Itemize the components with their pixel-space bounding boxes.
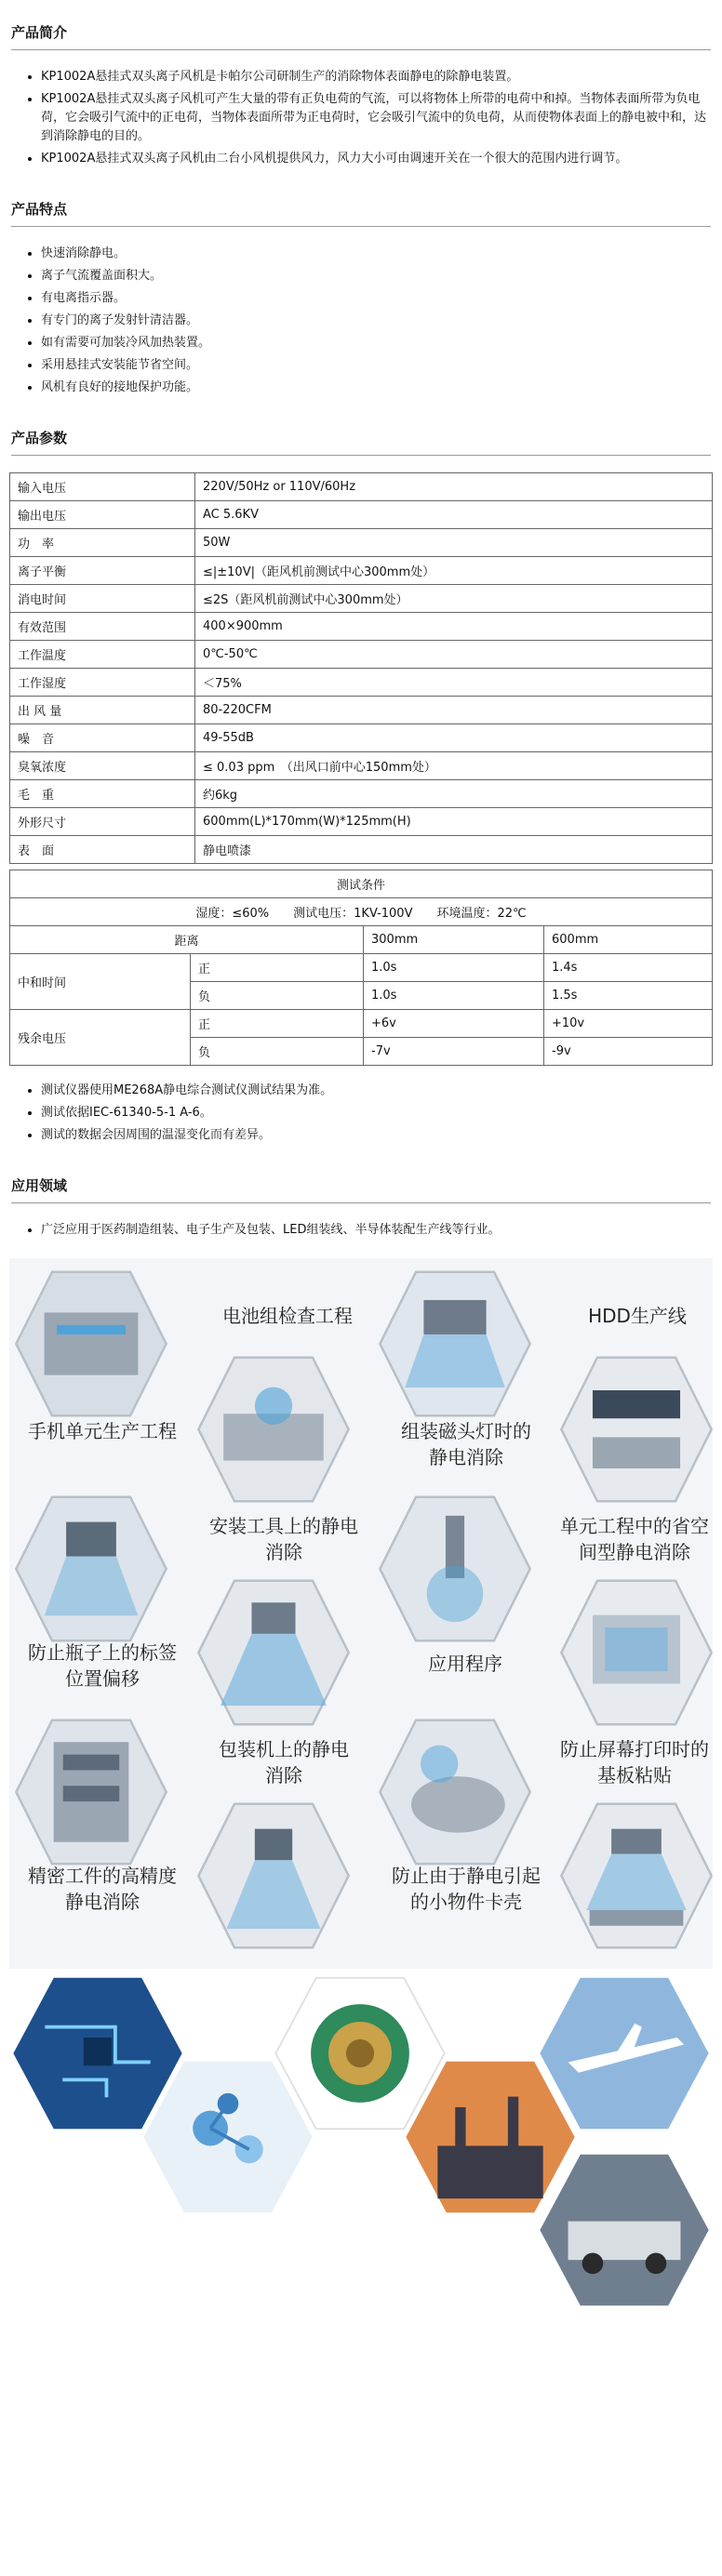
neutral-neg-600: 1.5s [544,982,713,1010]
param-value: ≤ 0.03 ppm （出风口前中心150mm处） [195,752,713,780]
params-row [10,724,713,752]
params-row [10,641,713,669]
params-row [10,836,713,864]
application-item: • 广泛应用于医药制造组装、电子生产及包装、LED组装线、半导体装配生产线等行业。 [41,1220,713,1240]
param-key: 输入电压 [10,473,195,501]
param-value: ＜75% [195,669,713,697]
label-magnetic-head: 组装磁头灯时的 静电消除 [401,1420,531,1468]
application-gallery [9,1258,713,1969]
params-row [10,557,713,585]
label-phone-unit: 手机单元生产工程 [28,1420,177,1442]
neutral-time-label: 中和时间 [10,954,191,1010]
note-item: • 测试依据IEC-61340-5-1 A-6。 [41,1103,713,1122]
feature-item: • 快速消除静电。 [41,244,713,263]
params-table [9,472,713,864]
label-battery-inspection: 电池组检查工程 [222,1305,353,1327]
feature-item: • 有专门的离子发射针清洁器。 [41,311,713,330]
params-row [10,473,713,501]
param-key: 外形尺寸 [10,808,195,836]
hex-image-assembly [13,1266,169,1422]
hex-image-bottle-label [13,1491,169,1647]
param-key: 表 面 [10,836,195,864]
residual-pos-300: +6v [364,1010,544,1038]
label-precision: 精密工件的高精度 静电消除 [28,1865,177,1913]
params-row [10,697,713,724]
distance-600: 600mm [544,926,713,954]
param-value: 220V/50Hz or 110V/60Hz [195,473,713,501]
param-value: 0℃-50℃ [195,641,713,669]
params-title: 产品参数 [11,400,711,456]
label-screen-print: 防止屏幕打印时的 基板粘贴 [560,1738,709,1786]
test-conditions-table [9,870,713,1066]
param-value: 80-220CFM [195,697,713,724]
hex-image-packaging [195,1798,352,1954]
residual-neg-600: -9v [544,1038,713,1066]
param-value: ≤|±10V|（距风机前测试中心300mm处） [195,557,713,585]
label-packaging: 包装机上的静电 消除 [219,1738,349,1786]
param-value: 静电喷漆 [195,836,713,864]
label-bottle-label: 防止瓶子上的标签 位置偏移 [28,1641,177,1690]
params-row [10,613,713,641]
residual-neg-300: -7v [364,1038,544,1066]
residual-pos-600: +10v [544,1010,713,1038]
neutral-neg-label: 负 [191,982,364,1010]
param-value: 约6kg [195,780,713,808]
param-value: ≤2S（距风机前测试中心300mm处） [195,585,713,613]
label-application: 应用程序 [428,1653,502,1675]
feature-item: • 风机有良好的接地保护功能。 [41,378,713,397]
hex-image-hdd [558,1351,713,1507]
residual-voltage-label: 残余电压 [10,1010,191,1066]
feature-item: • 有电离指示器。 [41,288,713,308]
features-list [9,244,713,397]
test-environment: 湿度：≤60% 测试电压：1KV-100V 环境温度：22℃ [10,898,713,926]
param-key: 消电时间 [10,585,195,613]
param-key: 功 率 [10,529,195,557]
distance-300: 300mm [364,926,544,954]
param-value: 600mm(L)*170mm(W)*125mm(H) [195,808,713,836]
label-small-parts: 防止由于静电引起 的小物件卡壳 [392,1865,541,1913]
feature-item: • 采用悬挂式安装能节省空间。 [41,355,713,375]
param-key: 离子平衡 [10,557,195,585]
param-key: 毛 重 [10,780,195,808]
label-unit-space: 单元工程中的省空 间型静电消除 [560,1515,709,1563]
note-item: • 测试仪器使用ME268A静电综合测试仪测试结果为准。 [41,1081,713,1100]
application-list [9,1220,713,1240]
intro-item: • KP1002A悬挂式双头离子风机由二台小风机提供风力，风力大小可由调速开关在一个很大的范围内进行调节。 [41,149,713,168]
param-key: 有效范围 [10,613,195,641]
note-item: • 测试的数据会因周围的温湿变化而有差异。 [41,1125,713,1145]
hex-image-battery [195,1351,352,1507]
params-row [10,585,713,613]
application-title: 应用领域 [11,1148,711,1203]
residual-neg-label: 负 [191,1038,364,1066]
notes-list [9,1081,713,1145]
param-value: AC 5.6KV [195,501,713,529]
features-title: 产品特点 [11,171,711,227]
hex-image-tool [195,1574,352,1731]
intro-item: • KP1002A悬挂式双头离子风机是卡帕尔公司研制生产的消除物体表面静电的除静电装置。 [41,67,713,86]
residual-pos-label: 正 [191,1010,364,1038]
param-key: 工作温度 [10,641,195,669]
params-row [10,501,713,529]
params-row [10,752,713,780]
intro-title: 产品简介 [11,0,711,50]
industry-gallery [9,1974,713,2309]
label-hdd-line: HDD生产线 [588,1305,687,1327]
neutral-neg-300: 1.0s [364,982,544,1010]
hex-image-magnetic-head [377,1266,533,1422]
hex-image-vehicle [536,2151,713,2309]
hex-image-application [377,1491,533,1647]
param-value: 400×900mm [195,613,713,641]
params-row [10,529,713,557]
param-value: 50W [195,529,713,557]
hex-image-unit-process [558,1574,713,1731]
param-key: 出 风 量 [10,697,195,724]
param-key: 噪 音 [10,724,195,752]
param-value: 49-55dB [195,724,713,752]
hex-image-small-parts [377,1714,533,1870]
hex-image-screen-print [558,1798,713,1954]
hex-image-precision [13,1714,169,1870]
distance-label: 距离 [10,926,364,954]
param-key: 输出电压 [10,501,195,529]
intro-item: • KP1002A悬挂式双头离子风机可产生大量的带有正负电荷的气流，可以将物体上所带的电荷中和掉。当物体表面所带为负电荷，它会吸引气流中的正电荷，当物体表面所带为正电荷时，它会吸引气流中的负电荷，从而使物体表面上的静电被中和，达到消除静电的目的。 [41,89,713,146]
neutral-pos-label: 正 [191,954,364,982]
params-row [10,669,713,697]
feature-item: • 如有需要可加装冷风加热装置。 [41,333,713,352]
param-key: 工作湿度 [10,669,195,697]
param-key: 臭氧浓度 [10,752,195,780]
params-row [10,808,713,836]
neutral-pos-600: 1.4s [544,954,713,982]
neutral-pos-300: 1.0s [364,954,544,982]
test-conditions-header: 测试条件 [10,870,713,898]
hex-image-airplane [536,1974,713,2132]
label-tool-static: 安装工具上的静电 消除 [209,1515,358,1563]
feature-item: • 离子气流覆盖面积大。 [41,266,713,285]
intro-list [9,67,713,168]
params-row [10,780,713,808]
